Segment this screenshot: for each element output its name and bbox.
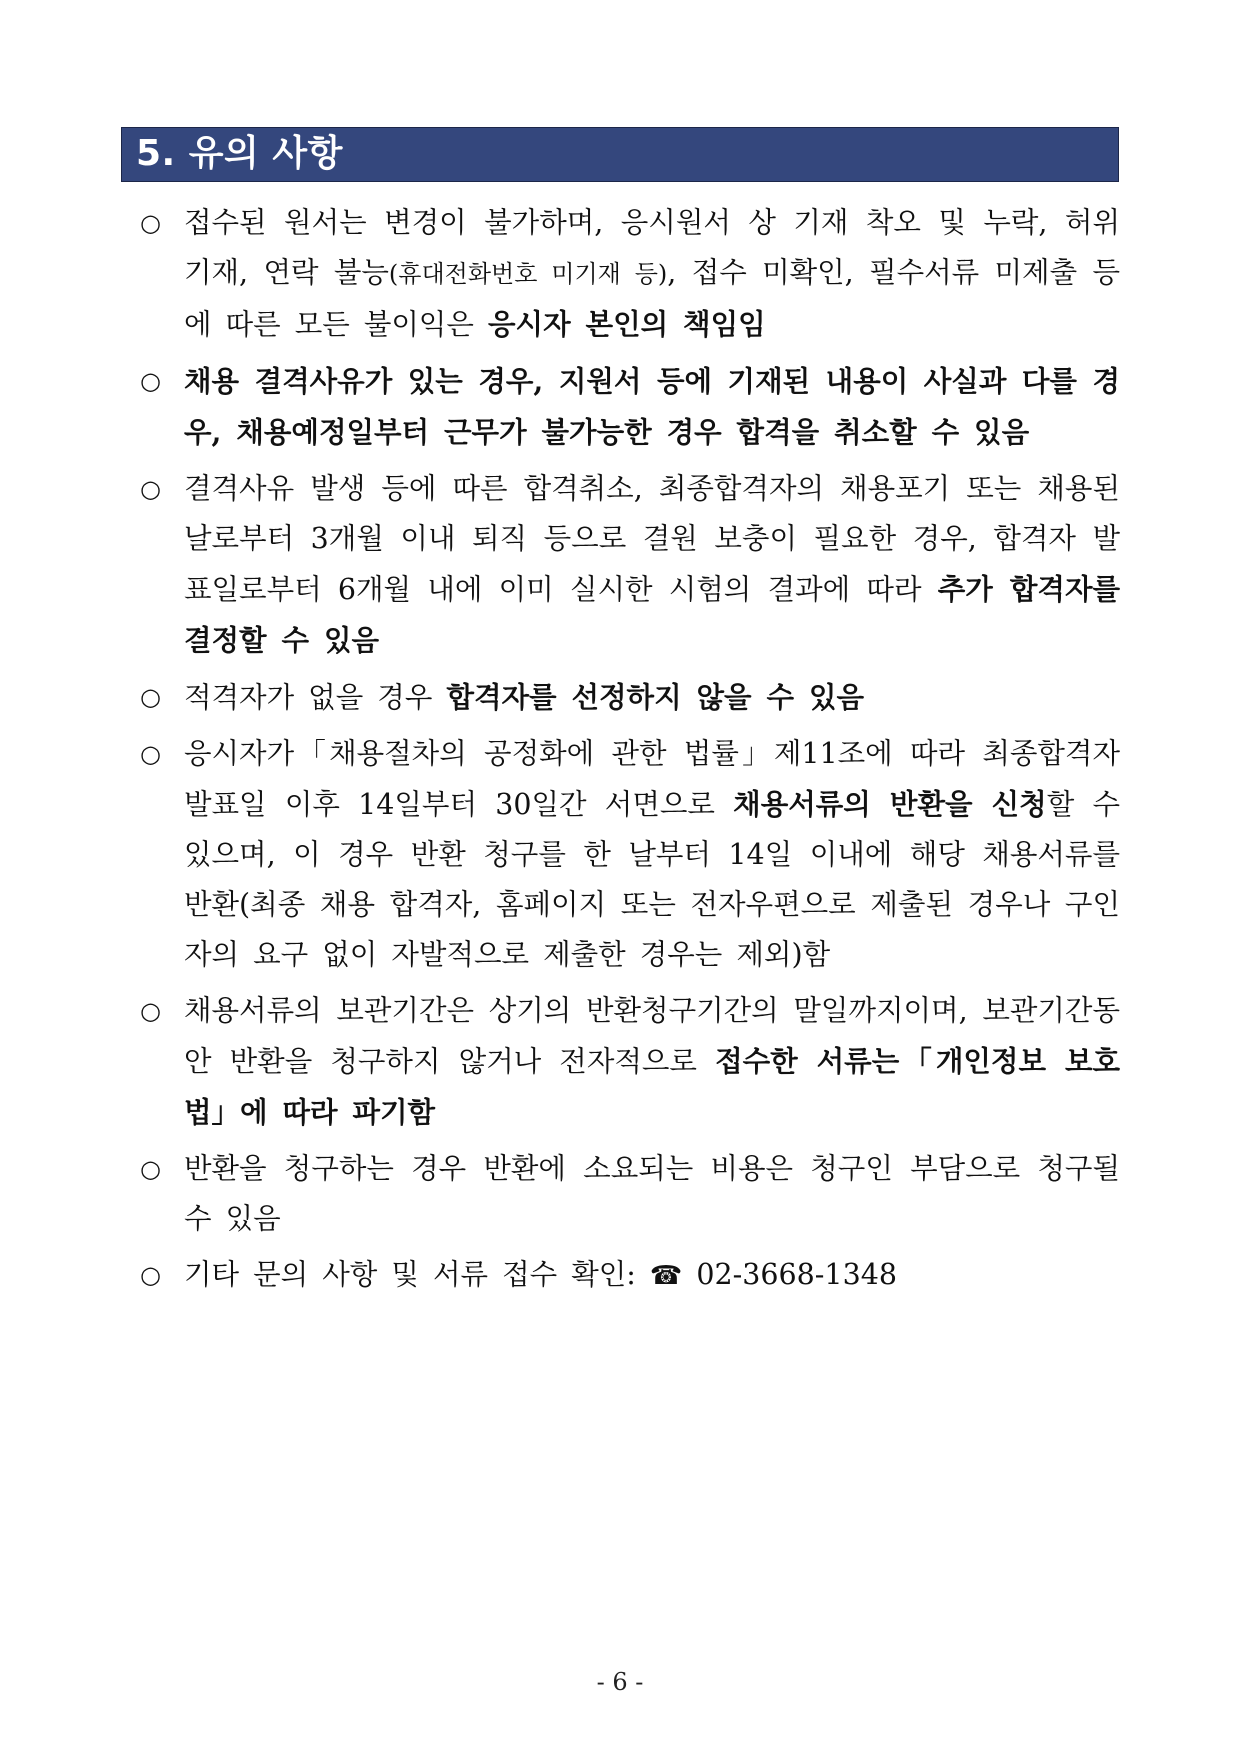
- bullet-icon: ○: [140, 740, 161, 768]
- item-text: 할 수 있으며, 이 경우 반환 청구를 한 날부터 14일 이내에 해당 채용서류를 반환(최종 채용 합격자, 홈페이지 또는 전자우편으로 제출된 경우나 구인자의 요구 없이 자발적으로 제출한 경우는 제외)함: [184, 788, 1121, 971]
- item-emphasis: 채용 결격사유가 있는 경우, 지원서 등에 기재된 내용이 사실과 다를 경우, 채용예정일부터 근무가 불가능한 경우 합격을 취소할 수 있음: [184, 364, 1120, 449]
- list-item: [140, 672, 1120, 723]
- list-item: [140, 1144, 1120, 1244]
- item-emphasis: 응시자 본인의 책임임: [488, 307, 766, 341]
- bullet-icon: ○: [140, 367, 161, 395]
- list-item: [140, 729, 1120, 980]
- item-text: , 접수 미확인, 필수서류 미제출 등에 따른 모든 불이익은: [184, 256, 1120, 341]
- bullet-icon: ○: [140, 209, 161, 237]
- bullet-icon: ○: [140, 683, 161, 711]
- telephone-icon: ☎: [649, 1261, 683, 1291]
- list-item: [140, 464, 1120, 666]
- list-item: [140, 198, 1120, 350]
- item-text: 기타 문의 사항 및 서류 접수 확인:: [184, 1258, 650, 1291]
- list-item: [140, 986, 1120, 1138]
- bullet-icon: ○: [140, 1155, 161, 1183]
- item-emphasis: 접수한 서류는「개인정보 보호법」에 따라 파기함: [184, 1044, 1121, 1129]
- item-text: 접수된 원서는 변경이 불가하며, 응시원서 상 기재 착오 및 누락, 허위 기재, 연락 불능: [184, 206, 1120, 289]
- section-title: 5. 유의 사항: [121, 127, 1119, 182]
- page-number: - 6 -: [596, 1668, 644, 1696]
- item-text: 결격사유 발생 등에 따른 합격취소, 최종합격자의 채용포기 또는 채용된 날로부터 3개월 이내 퇴직 등으로 결원 보충이 필요한 경우, 합격자 발표일로부터 6개월 내에 이미 실시한 시험의 결과에 따라: [184, 472, 1120, 606]
- bullet-icon: ○: [140, 1261, 161, 1289]
- item-text: 응시자가「채용절차의 공정화에 관한 법률」제11조에 따라 최종합격자 발표일 이후 14일부터 30일간 서면으로: [184, 737, 1120, 821]
- bullet-icon: ○: [140, 997, 161, 1025]
- item-text: 적격자가 없을 경우: [184, 681, 447, 714]
- item-text: 채용서류의 보관기간은 상기의 반환청구기간의 말일까지이며, 보관기간동안 반환을 청구하지 않거나 전자적으로: [184, 994, 1120, 1078]
- list-item: [140, 356, 1120, 458]
- item-emphasis: 채용서류의 반환을 신청: [733, 787, 1047, 821]
- item-text: 반환을 청구하는 경우 반환에 소요되는 비용은 청구인 부담으로 청구될 수 있음: [184, 1152, 1120, 1235]
- item-emphasis: 합격자를 선정하지 않을 수 있음: [446, 680, 865, 714]
- bullet-icon: ○: [140, 475, 161, 503]
- item-note: (휴대전화번호 미기재 등): [388, 260, 668, 288]
- list-item: [140, 1250, 1120, 1301]
- notice-list: [140, 198, 1120, 1307]
- item-emphasis: 추가 합격자를 결정할 수 있음: [184, 572, 1121, 657]
- phone-number[interactable]: 02-3668-1348: [696, 1258, 897, 1291]
